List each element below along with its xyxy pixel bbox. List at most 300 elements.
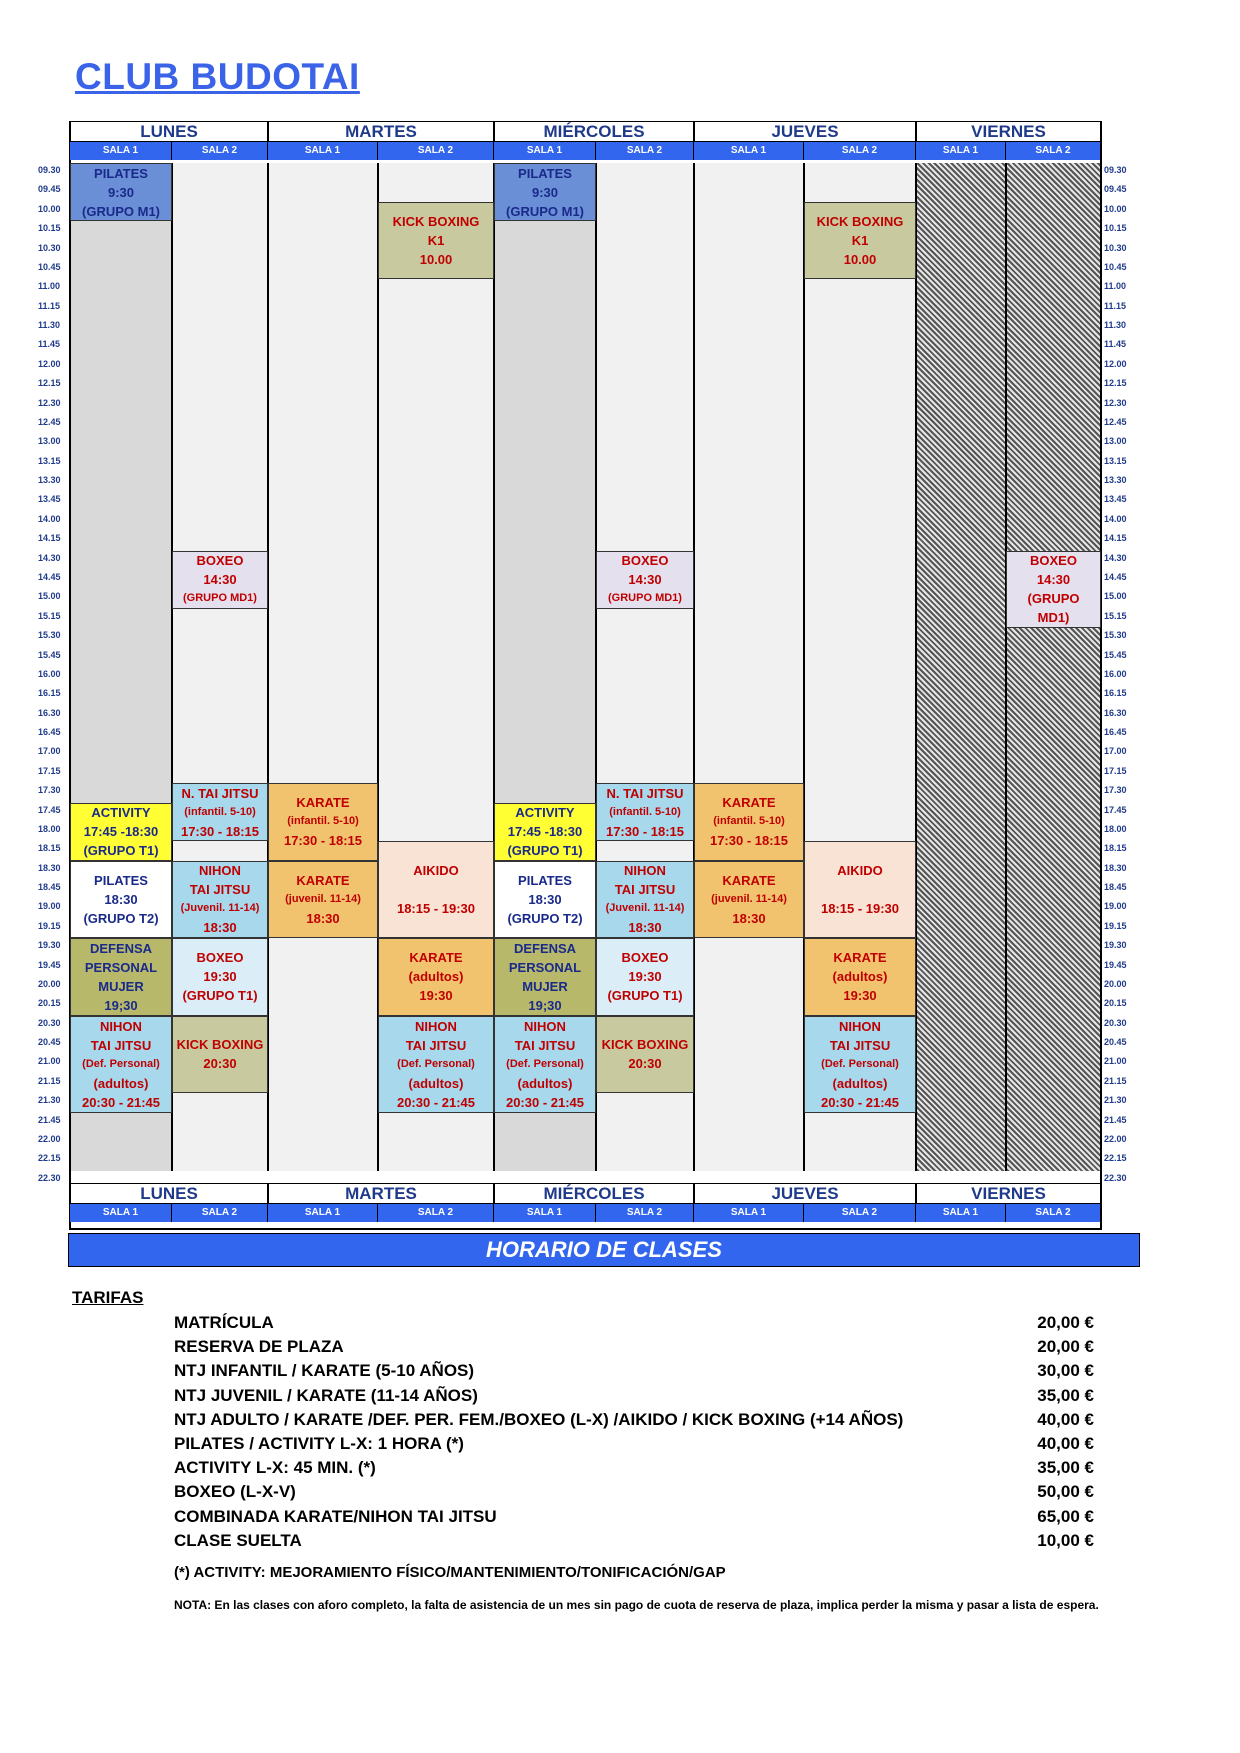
day-header: LUNES	[70, 121, 268, 142]
time-label-right: 19.45	[1104, 959, 1127, 970]
time-label-right: 21.00	[1104, 1056, 1127, 1067]
class-line: 9:30	[531, 184, 559, 200]
tarifa-price: 65,00 €	[1037, 1506, 1094, 1526]
class-line: 20:30 - 21:45	[505, 1094, 585, 1110]
time-label-right: 14.00	[1104, 513, 1127, 524]
footnote: (*) ACTIVITY: MEJORAMIENTO FÍSICO/MANTENIMIENTO/TONIFICACIÓN/GAP	[174, 1564, 726, 1581]
time-label-left: 13.15	[38, 455, 61, 466]
class-line: (GRUPO T1)	[83, 843, 159, 859]
time-label-right: 18.00	[1104, 823, 1127, 834]
class-block	[494, 803, 596, 861]
class-block	[804, 202, 916, 280]
time-label-right: 09.30	[1104, 165, 1127, 175]
class-block	[694, 861, 804, 939]
class-block	[804, 938, 916, 1016]
tarifa-label: PILATES / ACTIVITY L-X: 1 HORA (*)	[174, 1434, 464, 1453]
sala-header: SALA 1	[916, 142, 1006, 160]
time-label-right: 16.15	[1104, 688, 1127, 699]
time-label-right: 16.45	[1104, 727, 1127, 738]
class-line: 19:30	[843, 988, 877, 1004]
tarifa-price: 20,00 €	[1037, 1337, 1094, 1357]
sala-header: SALA 1	[268, 142, 378, 160]
tarifa-price: 40,00 €	[1037, 1409, 1094, 1429]
class-line: 20:30	[628, 1056, 662, 1072]
tarifa-row	[174, 1361, 1094, 1385]
time-label-left: 12.00	[38, 358, 61, 369]
time-label-left: 22.00	[38, 1134, 61, 1144]
class-block	[1006, 551, 1101, 629]
class-line: 19:30	[628, 969, 662, 985]
day-header: VIERNES	[916, 1183, 1101, 1204]
class-line: AIKIDO	[837, 863, 883, 879]
class-line: 18:30	[732, 910, 766, 926]
time-label-left: 21.00	[38, 1056, 61, 1067]
time-label-right: 21.45	[1104, 1114, 1127, 1125]
class-line: 19;30	[104, 997, 138, 1013]
time-label-right: 19.15	[1104, 920, 1127, 931]
class-block	[596, 783, 694, 841]
class-line: DEFENSA	[513, 940, 577, 956]
class-line: PERSONAL	[84, 959, 158, 975]
class-line: (adultos)	[832, 969, 888, 985]
time-label-right: 20.30	[1104, 1017, 1127, 1028]
tarifa-label: MATRÍCULA	[174, 1313, 274, 1332]
class-block	[172, 861, 268, 939]
class-line: KARATE	[296, 795, 350, 811]
time-label-left: 20.15	[38, 998, 61, 1009]
time-label-right: 16.30	[1104, 707, 1127, 718]
class-line: (infantil. 5-10)	[713, 815, 785, 828]
class-line: 14:30	[1036, 572, 1071, 588]
tarifa-row	[174, 1313, 1094, 1337]
class-line: KARATE	[722, 795, 776, 811]
tarifa-row	[174, 1410, 1094, 1434]
class-line: NIHON	[199, 863, 241, 879]
class-line: BOXEO	[621, 553, 669, 569]
time-label-right: 17.30	[1104, 785, 1127, 796]
time-label-left: 11.15	[38, 300, 61, 311]
class-line: BOXEO	[1030, 553, 1077, 569]
page-title: CLUB BUDOTAI	[75, 56, 360, 97]
class-block	[70, 803, 172, 861]
time-label-right: 20.15	[1104, 998, 1127, 1009]
tarifa-label: NTJ INFANTIL / KARATE (5-10 AÑOS)	[174, 1361, 475, 1381]
class-line: TAI JITSU	[614, 882, 676, 898]
class-block	[596, 551, 694, 609]
class-line: (Def. Personal)	[397, 1057, 475, 1070]
class-block	[172, 1016, 268, 1094]
time-label-right: 18.30	[1104, 862, 1127, 873]
sala-header: SALA 1	[70, 1204, 172, 1222]
time-label-left: 22.15	[38, 1153, 61, 1164]
sala-header: SALA 2	[378, 1204, 494, 1222]
time-label-right: 12.30	[1104, 397, 1127, 408]
column-bg	[916, 163, 1006, 1171]
day-header: MARTES	[268, 121, 494, 142]
time-label-right: 16.00	[1104, 668, 1127, 679]
time-label-right: 14.15	[1104, 533, 1127, 544]
time-label-left: 16.30	[38, 707, 61, 718]
tarifa-row	[174, 1386, 1094, 1410]
class-line: 17:30 - 18:15	[709, 833, 789, 849]
time-label-right: 18.15	[1104, 843, 1127, 854]
class-block	[70, 861, 172, 939]
time-label-left: 20.30	[38, 1017, 61, 1028]
tarifa-row	[174, 1337, 1094, 1361]
time-label-right: 11.15	[1104, 300, 1127, 311]
time-label-right: 22.00	[1104, 1134, 1127, 1144]
time-label-right: 15.45	[1104, 649, 1127, 660]
class-block	[378, 1016, 494, 1113]
class-line: 19:30	[419, 988, 453, 1004]
sala-header: SALA 1	[916, 1204, 1006, 1222]
tarifa-label: NTJ ADULTO / KARATE /DEF. PER. FEM./BOXEO (L-X) /AIKIDO / KICK BOXING (+14 AÑOS)	[174, 1409, 904, 1429]
class-line: (Def. Personal)	[821, 1057, 899, 1070]
class-line: TAI JITSU	[514, 1037, 576, 1053]
time-label-left: 19.15	[38, 920, 61, 931]
class-line: 10.00	[419, 252, 453, 267]
nota: NOTA: En las clases con aforo completo, la falta de asistencia de un mes sin pago de cuota de reserva de plaza, implica perder la misma y pasar a lista de espera.	[174, 1598, 1099, 1612]
class-line: KICK BOXING	[392, 214, 480, 229]
time-label-right: 20.00	[1104, 978, 1127, 989]
time-label-right: 11.00	[1104, 281, 1127, 292]
class-line: (Juvenil. 11-14)	[605, 902, 685, 915]
class-line: TAI JITSU	[189, 882, 251, 898]
sala-header: SALA 1	[694, 1204, 804, 1222]
time-label-right: 10.00	[1104, 203, 1127, 214]
class-line: ACTIVITY	[91, 805, 151, 821]
sala-header: SALA 1	[494, 1204, 596, 1222]
time-label-left: 16.15	[38, 688, 61, 699]
class-block	[378, 841, 494, 938]
tarifa-price: 35,00 €	[1037, 1458, 1094, 1478]
class-line: KARATE	[722, 872, 776, 888]
class-block	[494, 861, 596, 939]
class-line: (GRUPO T1)	[607, 988, 683, 1004]
tarifa-price: 10,00 €	[1037, 1530, 1094, 1550]
class-line: (adultos)	[832, 1075, 888, 1091]
class-block	[268, 861, 378, 939]
time-label-right: 11.30	[1104, 320, 1127, 331]
time-label-right: 19.30	[1104, 940, 1127, 951]
time-label-right: 20.45	[1104, 1037, 1127, 1048]
time-label-left: 15.30	[38, 630, 61, 641]
time-label-right: 22.30	[1104, 1172, 1127, 1183]
sala-header: SALA 2	[172, 1204, 268, 1222]
class-block	[596, 938, 694, 1016]
class-line: (infantil. 5-10)	[609, 805, 681, 818]
class-line: 20:30	[203, 1056, 237, 1072]
class-line: 18:30	[628, 920, 662, 936]
class-line: (GRUPO T2)	[507, 910, 583, 926]
time-label-left: 17.30	[38, 785, 61, 796]
class-line: AIKIDO	[413, 863, 459, 879]
time-label-right: 12.00	[1104, 358, 1127, 369]
sala-header: SALA 2	[804, 1204, 916, 1222]
class-line: 18:15 - 19:30	[396, 901, 476, 917]
time-label-left: 22.30	[38, 1172, 61, 1183]
time-label-left: 11.45	[38, 339, 61, 350]
class-line: (juvenil. 11-14)	[285, 892, 361, 905]
class-line: NIHON	[524, 1018, 566, 1034]
class-line: 18:30	[528, 891, 562, 907]
class-line: 17:30 - 18:15	[605, 823, 685, 839]
class-line: ACTIVITY	[515, 805, 575, 821]
time-label-left: 21.15	[38, 1075, 61, 1086]
tarifa-label: CLASE SUELTA	[174, 1530, 302, 1550]
time-label-right: 15.00	[1104, 591, 1127, 602]
class-block	[172, 783, 268, 841]
time-label-right: 22.15	[1104, 1153, 1127, 1164]
class-line: NIHON	[100, 1018, 142, 1034]
class-block	[596, 1016, 694, 1094]
tarifa-row	[174, 1482, 1094, 1506]
time-label-left: 17.00	[38, 746, 61, 757]
class-line: (Juvenil. 11-14)	[180, 902, 260, 915]
class-block	[70, 1016, 172, 1113]
time-label-left: 13.30	[38, 475, 61, 486]
time-label-left: 18.15	[38, 843, 61, 854]
time-label-right: 19.00	[1104, 901, 1127, 912]
schedule-banner: HORARIO DE CLASES	[68, 1233, 1140, 1267]
time-label-left: 19.30	[38, 940, 61, 951]
sala-header: SALA 2	[596, 142, 694, 160]
class-line: 17:45 -18:30	[507, 824, 583, 840]
class-line: K1	[851, 233, 869, 248]
time-label-left: 19.00	[38, 901, 61, 912]
class-line: N. TAI JITSU	[181, 785, 259, 801]
class-line: 14:30	[628, 572, 662, 588]
class-line: MUJER	[98, 978, 144, 994]
day-header: MARTES	[268, 1183, 494, 1204]
class-line: 18:15 - 19:30	[820, 901, 900, 917]
time-label-left: 12.15	[38, 378, 61, 389]
sala-header: SALA 2	[378, 142, 494, 160]
tarifa-price: 50,00 €	[1037, 1482, 1094, 1502]
class-line: KICK BOXING	[601, 1037, 689, 1053]
time-label-right: 10.45	[1104, 261, 1127, 272]
time-label-right: 17.45	[1104, 804, 1127, 815]
sala-header: SALA 1	[694, 142, 804, 160]
class-line: TAI JITSU	[90, 1037, 152, 1053]
class-line: NIHON	[839, 1018, 881, 1034]
class-line: TAI JITSU	[829, 1037, 891, 1053]
class-line: (GRUPO MD1)	[608, 592, 682, 605]
sala-header: SALA 1	[494, 142, 596, 160]
class-line: BOXEO	[196, 553, 244, 569]
class-line: (Def. Personal)	[82, 1057, 160, 1070]
class-line: (adultos)	[93, 1075, 149, 1091]
class-line: PILATES	[518, 165, 572, 181]
class-line: PERSONAL	[508, 959, 582, 975]
tarifa-row	[174, 1507, 1094, 1531]
class-line: (GRUPO MD1)	[183, 592, 257, 605]
time-label-left: 16.45	[38, 727, 61, 738]
tarifa-row	[174, 1434, 1094, 1458]
class-line: K1	[427, 233, 445, 248]
time-label-left: 09.30	[38, 165, 61, 175]
class-line: (juvenil. 11-14)	[711, 892, 787, 905]
class-line	[858, 880, 862, 899]
class-line: (adultos)	[517, 1075, 573, 1091]
time-label-left: 18.00	[38, 823, 61, 834]
class-block	[70, 163, 172, 221]
time-label-left: 14.15	[38, 533, 61, 544]
class-block	[378, 202, 494, 280]
class-line: (infantil. 5-10)	[287, 815, 359, 828]
time-label-left: 14.30	[38, 552, 61, 563]
class-line: 17:45 -18:30	[83, 824, 159, 840]
tarifa-label: BOXEO (L-X-V)	[174, 1482, 296, 1502]
time-label-left: 09.45	[38, 184, 61, 195]
day-header: VIERNES	[916, 121, 1101, 142]
class-line: (adultos)	[408, 1075, 464, 1091]
time-label-left: 19.45	[38, 959, 61, 970]
time-label-left: 21.45	[38, 1114, 61, 1125]
class-line: TAI JITSU	[405, 1037, 467, 1053]
class-line: (GRUPO T1)	[507, 843, 583, 859]
time-label-left: 14.00	[38, 513, 61, 524]
class-line: KICK BOXING	[176, 1037, 264, 1053]
class-line: (GRUPO T1)	[182, 988, 258, 1004]
class-line: (Def. Personal)	[506, 1057, 584, 1070]
class-line: (GRUPO M1)	[506, 203, 584, 219]
class-line: NIHON	[624, 863, 666, 879]
time-label-left: 17.45	[38, 804, 61, 815]
time-label-right: 13.30	[1104, 475, 1127, 486]
time-label-right: 17.15	[1104, 765, 1127, 776]
tarifas-heading: TARIFAS	[72, 1288, 144, 1307]
class-line: MD1)	[1037, 610, 1070, 626]
time-label-left: 18.45	[38, 882, 61, 893]
sala-header: SALA 1	[268, 1204, 378, 1222]
time-label-left: 14.45	[38, 571, 61, 582]
time-label-left: 17.15	[38, 765, 61, 776]
time-label-left: 20.00	[38, 978, 61, 989]
time-label-left: 15.45	[38, 649, 61, 660]
class-block	[494, 1016, 596, 1113]
time-label-right: 18.45	[1104, 882, 1127, 893]
time-label-right: 15.15	[1104, 610, 1127, 621]
class-line: KICK BOXING	[816, 214, 904, 229]
class-line: 19;30	[528, 997, 562, 1013]
class-block	[70, 938, 172, 1016]
class-line: PILATES	[94, 872, 148, 888]
time-label-right: 12.15	[1104, 378, 1127, 389]
class-block	[694, 783, 804, 861]
time-label-left: 21.30	[38, 1095, 61, 1106]
class-line: 19:30	[203, 969, 237, 985]
class-line: PILATES	[518, 872, 572, 888]
class-line: (GRUPO M1)	[82, 203, 160, 219]
sala-header: SALA 2	[1006, 1204, 1101, 1222]
class-block	[804, 1016, 916, 1113]
time-label-left: 20.45	[38, 1037, 61, 1048]
time-label-right: 13.45	[1104, 494, 1127, 505]
time-label-right: 15.30	[1104, 630, 1127, 641]
tarifa-price: 20,00 €	[1037, 1313, 1094, 1332]
time-label-left: 15.00	[38, 591, 61, 602]
day-header: JUEVES	[694, 1183, 916, 1204]
sala-header: SALA 2	[804, 142, 916, 160]
class-line: 20:30 - 21:45	[396, 1094, 476, 1110]
tarifa-price: 40,00 €	[1037, 1434, 1094, 1453]
time-label-left: 15.15	[38, 610, 61, 621]
class-line	[434, 880, 438, 899]
class-line: (GRUPO T2)	[83, 910, 159, 926]
class-block	[804, 841, 916, 938]
time-label-left: 11.30	[38, 320, 61, 331]
class-block	[172, 938, 268, 1016]
class-line: 18:30	[306, 910, 340, 926]
tarifa-label: COMBINADA KARATE/NIHON TAI JITSU	[174, 1506, 497, 1526]
tarifa-label: ACTIVITY L-X: 45 MIN. (*)	[174, 1458, 376, 1478]
tarifa-row	[174, 1458, 1094, 1482]
class-block	[172, 551, 268, 609]
day-header: LUNES	[70, 1183, 268, 1204]
sala-header: SALA 2	[1006, 142, 1101, 160]
class-line: (adultos)	[408, 969, 464, 985]
tarifa-label: RESERVA DE PLAZA	[174, 1337, 344, 1357]
time-label-right: 12.45	[1104, 416, 1127, 427]
time-label-right: 13.15	[1104, 455, 1127, 466]
tarifa-row	[174, 1531, 1094, 1555]
time-label-left: 18.30	[38, 862, 61, 873]
class-line: 10.00	[843, 252, 877, 267]
class-block	[378, 938, 494, 1016]
class-block	[494, 938, 596, 1016]
tarifa-price: 30,00 €	[1037, 1361, 1094, 1381]
class-block	[268, 783, 378, 861]
class-line: KARATE	[409, 950, 463, 966]
class-line: KARATE	[833, 950, 887, 966]
time-label-left: 16.00	[38, 668, 61, 679]
time-label-right: 11.45	[1104, 339, 1127, 350]
sala-header: SALA 2	[596, 1204, 694, 1222]
class-line: DEFENSA	[89, 940, 153, 956]
time-label-right: 17.00	[1104, 746, 1127, 757]
class-line: 18:30	[104, 891, 138, 907]
class-block	[596, 861, 694, 939]
class-line: (GRUPO	[1027, 591, 1080, 607]
sala-header: SALA 2	[172, 142, 268, 160]
time-label-left: 13.00	[38, 436, 61, 447]
time-label-left: 10.45	[38, 261, 61, 272]
class-line: NIHON	[415, 1018, 457, 1034]
class-line: 9:30	[107, 184, 135, 200]
class-line: MUJER	[522, 978, 568, 994]
time-label-right: 21.30	[1104, 1095, 1127, 1106]
tarifa-label: NTJ JUVENIL / KARATE (11-14 AÑOS)	[174, 1385, 478, 1405]
class-line: 20:30 - 21:45	[81, 1094, 161, 1110]
day-header: JUEVES	[694, 121, 916, 142]
time-label-left: 11.00	[38, 281, 61, 292]
time-label-right: 09.45	[1104, 184, 1127, 195]
column-bg	[1006, 163, 1101, 1171]
class-line: BOXEO	[196, 950, 244, 966]
class-line: 17:30 - 18:15	[180, 823, 260, 839]
time-label-right: 21.15	[1104, 1075, 1127, 1086]
time-label-left: 10.30	[38, 242, 61, 253]
time-label-right: 13.00	[1104, 436, 1127, 447]
class-line: 18:30	[203, 920, 237, 936]
tarifa-price: 35,00 €	[1037, 1385, 1094, 1405]
time-label-left: 12.45	[38, 416, 61, 427]
class-line: KARATE	[296, 872, 350, 888]
class-line: PILATES	[94, 165, 148, 181]
time-label-left: 10.00	[38, 203, 61, 214]
class-line: 14:30	[203, 572, 237, 588]
